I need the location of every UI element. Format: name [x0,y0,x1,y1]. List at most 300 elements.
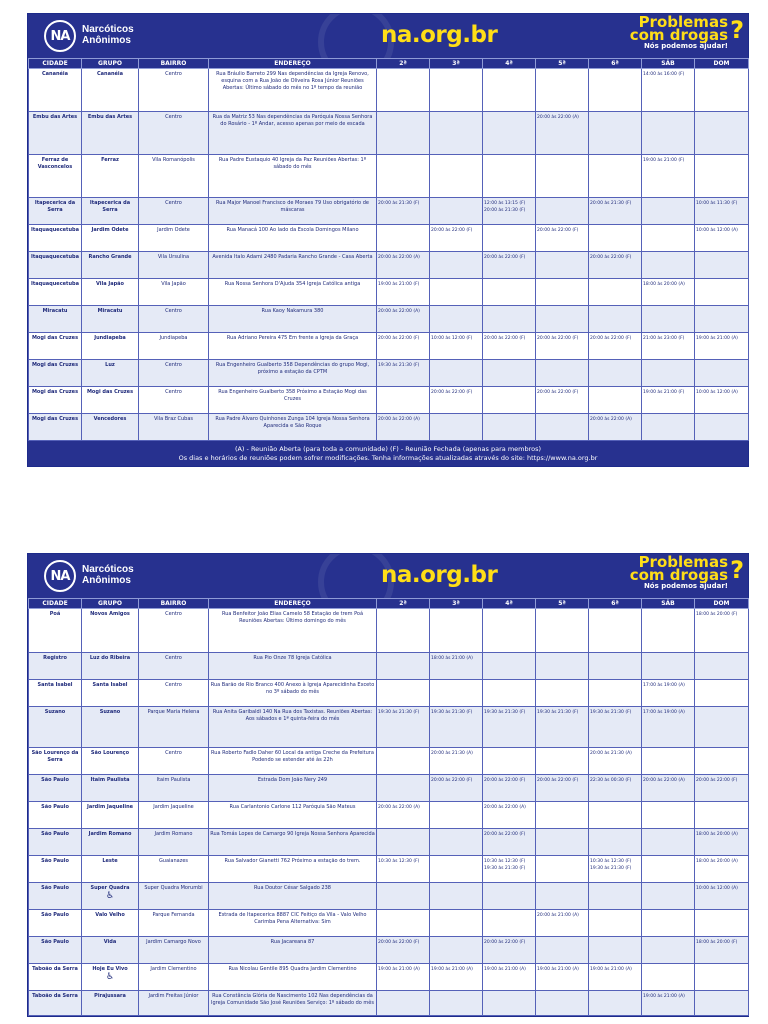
cell-d2 [377,680,430,707]
cell-d6 [589,991,642,1016]
column-header: GRUPO [82,59,139,69]
column-header: CIDADE [29,599,82,609]
cell-d2 [377,306,430,333]
cell-d3 [430,112,483,155]
cell-text: Jardim Romano [154,831,193,837]
legend-footer [28,441,748,466]
cell-d5 [536,707,589,748]
cell-text: Jardim Odete [91,227,129,233]
cell-text: 20:00 às 22:00 (F) [696,778,738,783]
cell-text: Rua Roberto Fadlo Daher 60 Local da antiga Creche da Prefeitura Podendo se estender até às 22h [211,750,374,763]
cell-dom [695,653,749,680]
cell-d6 [589,198,642,225]
cell-text: 20:00 às 22:00 (F) [378,940,420,945]
cell-sab [642,333,695,360]
cell-grupo [82,333,139,360]
cell-cidade [29,155,82,198]
cell-grupo [82,856,139,883]
cell-sab [642,991,695,1016]
cell-d3 [430,680,483,707]
cell-text: Vila Romanópolis [152,157,195,163]
cell-text: 20:00 às 22:00 (F) [537,390,579,395]
column-header: BAIRRO [139,59,209,69]
cell-bairro [139,802,209,829]
page-header [28,554,748,598]
cell-d5 [536,883,589,910]
cell-sab [642,707,695,748]
cell-d2 [377,964,430,991]
cell-dom [695,333,749,360]
disclaimer-text: Os dias e horários de reuniões podem sofrer modificações. Tenha informações atualizadas através do site: https://www.na.org.br [178,454,598,462]
cell-text: 19:30 às 21:30 (F) [484,710,526,715]
cell-d4 [483,155,536,198]
cell-dom [695,609,749,653]
cell-text: 10:00 às 12:00 (A) [696,390,738,395]
cell-dom [695,775,749,802]
cell-grupo [82,991,139,1016]
table-row [29,748,749,775]
column-header: ENDEREÇO [209,599,377,609]
cell-text: 20:00 às 22:00 (F) [590,336,632,341]
cell-text: Centro [165,682,182,688]
site-name: na.org.br [381,22,498,48]
cell-bairro [139,414,209,441]
cell-d6 [589,387,642,414]
cell-d4 [483,964,536,991]
cell-cidade [29,387,82,414]
cell-d3 [430,387,483,414]
cell-d6 [589,964,642,991]
cell-d6 [589,225,642,252]
cell-text: Centro [165,362,182,368]
cell-d5 [536,991,589,1016]
cell-cidade [29,775,82,802]
cell-text: 19:30 às 21:30 (F) [378,363,420,368]
cell-text: São Paulo [41,831,69,837]
table-row [29,910,749,937]
cell-text: 20:00 às 22:00 (F) [537,228,579,233]
table-row [29,856,749,883]
cell-endereco [209,707,377,748]
table-row [29,414,749,441]
cell-dom [695,306,749,333]
cell-d2 [377,609,430,653]
cell-text: 18:00 às 20:00 (F) [696,612,738,617]
cell-text: 19:00 às 21:00 (A) [484,967,526,972]
cell-d6 [589,802,642,829]
cell-dom [695,964,749,991]
cell-text: Luz [105,362,115,368]
cell-text: 10:30 às 12:30 (F) 19:30 às 21:30 (F) [484,859,526,871]
cell-bairro [139,225,209,252]
cell-cidade [29,856,82,883]
cell-bairro [139,69,209,112]
cell-d6 [589,333,642,360]
cell-cidade [29,69,82,112]
cell-grupo [82,748,139,775]
cell-d4 [483,775,536,802]
cell-text: 20:00 às 22:00 (F) [484,832,526,837]
cell-text: Rua Major Manoel Francisco de Moraes 79 Uso obrigatório de máscaras [216,200,369,213]
org-name-line1: Narcóticos [82,564,134,575]
cell-endereco [209,910,377,937]
cell-endereco [209,360,377,387]
cell-text: Guaianazes [158,858,189,864]
cell-text: 18:00 às 20:00 (F) [696,940,738,945]
org-name [82,24,134,46]
cell-sab [642,829,695,856]
promo-line2: com drogas [629,26,728,44]
cell-text: Rua Barão de Rio Branco 400 Anexo à Igreja Aparecidinha Exceto no 3º sábado do mês [210,682,375,695]
cell-text: Jardim Jaqueline [86,804,134,810]
cell-text: 18:00 às 20:00 (A) [696,859,738,864]
cell-d5 [536,414,589,441]
cell-text: Vila Ursulina [157,254,190,260]
cell-sab [642,279,695,306]
cell-text: Centro [165,114,182,120]
cell-endereco [209,883,377,910]
cell-text: 19:00 às 21:00 (A) [431,967,473,972]
cell-sab [642,680,695,707]
cell-cidade [29,653,82,680]
cell-d3 [430,937,483,964]
cell-sab [642,225,695,252]
cell-text: 19:00 às 21:00 (F) [643,158,685,163]
column-header: 2ª [377,599,430,609]
cell-text: Estrada de Itapecerica 8887 CIC Feitiço da Vila - Valo Velho Carimba Pena Alternativa: Sim [218,912,367,925]
cell-d2 [377,360,430,387]
cell-d4 [483,333,536,360]
cell-cidade [29,252,82,279]
column-header: ENDEREÇO [209,59,377,69]
cell-d3 [430,775,483,802]
cell-d6 [589,775,642,802]
cell-endereco [209,387,377,414]
promo-line1: Problemas [638,14,728,31]
cell-cidade [29,829,82,856]
cell-d3 [430,883,483,910]
cell-d5 [536,802,589,829]
cell-text: São Paulo [41,939,69,945]
cell-d4 [483,653,536,680]
cell-endereco [209,333,377,360]
cell-text: Rua Constância Glória de Nascimento 102 Nas dependências da Igreja Comunidade São José Reuniões Serviço: 1º sábado do mês [211,993,374,1006]
cell-grupo [82,225,139,252]
cell-text: Itaquaquecetuba [31,227,79,233]
cell-text: 20:00 às 22:00 (A) [643,778,685,783]
cell-d4 [483,829,536,856]
table-header-row [29,599,749,609]
cell-cidade [29,333,82,360]
cell-dom [695,360,749,387]
cell-text: 20:00 às 22:00 (A) [590,417,632,422]
column-header: 4ª [483,59,536,69]
cell-d3 [430,360,483,387]
cell-d6 [589,829,642,856]
column-header: DOM [695,599,749,609]
cell-text: Jardim Odete [157,227,190,233]
cell-text: 20:00 às 22:00 (F) [484,336,526,341]
cell-d5 [536,387,589,414]
table-row [29,883,749,910]
cell-dom [695,910,749,937]
cell-endereco [209,775,377,802]
cell-cidade [29,883,82,910]
cell-d4 [483,883,536,910]
cell-text: Rua Engenheiro Gualberto 358 Dependências do grupo Mogi, próximo a estação da CPTM [215,362,370,375]
cell-text: 19:30 às 21:30 (F) [537,710,579,715]
cell-d5 [536,306,589,333]
cell-d2 [377,279,430,306]
column-header: SÁB [642,59,695,69]
cell-d3 [430,414,483,441]
cell-endereco [209,69,377,112]
cell-text: Mogi das Cruzes [31,362,79,368]
cell-bairro [139,360,209,387]
cell-cidade [29,112,82,155]
cell-text: Centro [165,71,182,77]
question-mark-icon: ? [730,556,744,584]
column-header: 6ª [589,599,642,609]
cell-text: Super Quadra [90,885,130,891]
cell-d2 [377,937,430,964]
cell-endereco [209,802,377,829]
cell-bairro [139,387,209,414]
cell-text: Rua Benfeitor João Elias Camelo 58 Estação de trem Poá Reuniões Abertas: Último domingo do mês [221,611,364,624]
cell-dom [695,748,749,775]
cell-endereco [209,198,377,225]
cell-bairro [139,910,209,937]
cell-d5 [536,653,589,680]
table-row [29,802,749,829]
cell-text: Rua da Matriz 53 Nas dependências da Paróquia Nossa Senhora do Rosário - 1º Andar, acesso apenas por meio de escada [212,114,373,127]
cell-d3 [430,333,483,360]
table-row [29,333,749,360]
cell-d6 [589,414,642,441]
cell-d5 [536,155,589,198]
cell-sab [642,910,695,937]
cell-text: Hoje Eu Vivo [92,966,128,972]
cell-text: 10:00 às 12:00 (A) [696,228,738,233]
cell-cidade [29,680,82,707]
cell-d2 [377,802,430,829]
promo-line1: Problemas [638,554,728,571]
cell-grupo [82,829,139,856]
cell-text: Jardim Jaqueline [153,804,194,810]
cell-text: Miracatu [97,308,123,314]
cell-grupo [82,360,139,387]
cell-sab [642,252,695,279]
cell-d3 [430,802,483,829]
cell-text: São Paulo [41,777,69,783]
cell-endereco [209,155,377,198]
table-row [29,775,749,802]
column-header: GRUPO [82,599,139,609]
cell-d6 [589,883,642,910]
cell-text: 19:00 às 21:00 (A) [590,967,632,972]
cell-grupo [82,964,139,991]
cell-bairro [139,252,209,279]
cell-text: Centro [165,308,182,314]
cell-text: 17:00 às 19:00 (A) [643,683,685,688]
cell-text: Ferraz [101,157,119,163]
cell-text: Vila Braz Cubas [153,416,193,422]
cell-text: Rua Jacareana 87 [270,939,315,945]
org-name-line1: Narcóticos [82,24,134,35]
cell-d2 [377,333,430,360]
cell-endereco [209,937,377,964]
cell-grupo [82,680,139,707]
cell-text: Embu das Artes [87,114,133,120]
cell-text: Rua Nossa Senhora D'Ajuda 354 Igreja Católica antiga [224,281,361,287]
cell-text: Leste [102,858,118,864]
cell-d2 [377,198,430,225]
cell-text: Miracatu [42,308,68,314]
cell-text: Itaquaquecetuba [31,254,79,260]
cell-text: Itaquaquecetuba [31,281,79,287]
cell-sab [642,414,695,441]
cell-d3 [430,155,483,198]
cell-endereco [209,112,377,155]
cell-text: Taboão da Serra [32,993,78,999]
cell-text: 20:00 às 22:00 (F) [378,336,420,341]
table-row [29,198,749,225]
cell-d5 [536,198,589,225]
accessibility-icon: ♿ [105,972,115,982]
cell-text: Mogi das Cruzes [31,335,79,341]
cell-text: Estrada Dom João Nery 249 [257,777,328,783]
cell-d6 [589,360,642,387]
cell-grupo [82,414,139,441]
cell-text: Rua Kaoy Nakamura 380 [261,308,324,314]
cell-d6 [589,748,642,775]
cell-endereco [209,680,377,707]
cell-text: 20:00 às 21:30 (F) [590,201,632,206]
cell-d4 [483,937,536,964]
cell-sab [642,360,695,387]
cell-grupo [82,198,139,225]
cell-bairro [139,937,209,964]
cell-text: Suzano [99,709,121,715]
cell-dom [695,252,749,279]
table-row [29,306,749,333]
cell-text: Santa Isabel [37,682,73,688]
cell-text: 20:00 às 22:00 (F) [484,255,526,260]
cell-d5 [536,333,589,360]
cell-text: Avenida Italo Adami 2480 Padaria Rancho Grande - Casa Aberta [212,254,373,260]
meetings-table [28,598,749,1016]
cell-grupo [82,387,139,414]
cell-text: 19:00 às 21:00 (A) [537,967,579,972]
cell-d4 [483,279,536,306]
cell-d2 [377,414,430,441]
cell-d6 [589,707,642,748]
cell-sab [642,748,695,775]
cell-dom [695,856,749,883]
cell-d5 [536,225,589,252]
cell-d3 [430,225,483,252]
cell-endereco [209,964,377,991]
cell-d2 [377,775,430,802]
cell-endereco [209,306,377,333]
cell-text: 22:30 às 00:30 (F) [590,778,632,783]
column-header: 2ª [377,59,430,69]
table-row [29,609,749,653]
cell-dom [695,279,749,306]
table-row [29,387,749,414]
cell-cidade [29,609,82,653]
table-row [29,279,749,306]
cell-endereco [209,414,377,441]
cell-d6 [589,937,642,964]
column-header: SÁB [642,599,695,609]
cell-text: Itaim Paulista [156,777,191,783]
cell-text: Rua Anita Garibaldi 140 Na Rua dos Taxistas. Reuniões Abertas: Aos sábados e 1ª quinta-feira do mês [212,709,373,722]
cell-text: 10:30 às 12:30 (F) [378,859,420,864]
cell-d4 [483,802,536,829]
cell-d4 [483,991,536,1016]
table-row [29,360,749,387]
cell-sab [642,609,695,653]
cell-text: 19:00 às 21:00 (F) [378,282,420,287]
cell-text: Jardim Romano [88,831,132,837]
cell-cidade [29,991,82,1016]
cell-sab [642,883,695,910]
cell-d4 [483,360,536,387]
cell-bairro [139,707,209,748]
cell-d3 [430,707,483,748]
promo-banner [629,14,744,51]
cell-d5 [536,609,589,653]
cell-text: Vila Japão [161,281,186,287]
cell-text: Centro [165,200,182,206]
cell-endereco [209,279,377,306]
cell-d4 [483,387,536,414]
cell-text: Jardim Freitas Júnior [148,993,199,999]
cell-grupo [82,112,139,155]
na-logo-icon: NA [44,560,76,592]
cell-grupo [82,252,139,279]
org-name-line2: Anônimos [82,35,131,46]
cell-d2 [377,707,430,748]
cell-dom [695,883,749,910]
cell-sab [642,69,695,112]
cell-d2 [377,829,430,856]
cell-cidade [29,360,82,387]
cell-text: Cananéia [96,71,123,77]
site-name: na.org.br [381,562,498,588]
table-row [29,991,749,1016]
cell-cidade [29,707,82,748]
cell-d2 [377,653,430,680]
cell-bairro [139,198,209,225]
cell-sab [642,964,695,991]
accessibility-icon: ♿ [105,891,115,901]
table-row [29,225,749,252]
cell-text: 14:00 às 16:00 (F) [643,72,685,77]
page-header [28,14,748,58]
table-row [29,252,749,279]
cell-text: 20:00 às 21:30 (A) [431,751,473,756]
cell-text: São Paulo [41,885,69,891]
cell-text: Cananéia [41,71,68,77]
cell-sab [642,856,695,883]
cell-text: Rua Engenheiro Gualberto 358 Próximo a Estação Mogi das Cruzes [218,389,367,402]
cell-d4 [483,748,536,775]
cell-text: Centro [165,389,182,395]
table-row [29,829,749,856]
cell-dom [695,829,749,856]
